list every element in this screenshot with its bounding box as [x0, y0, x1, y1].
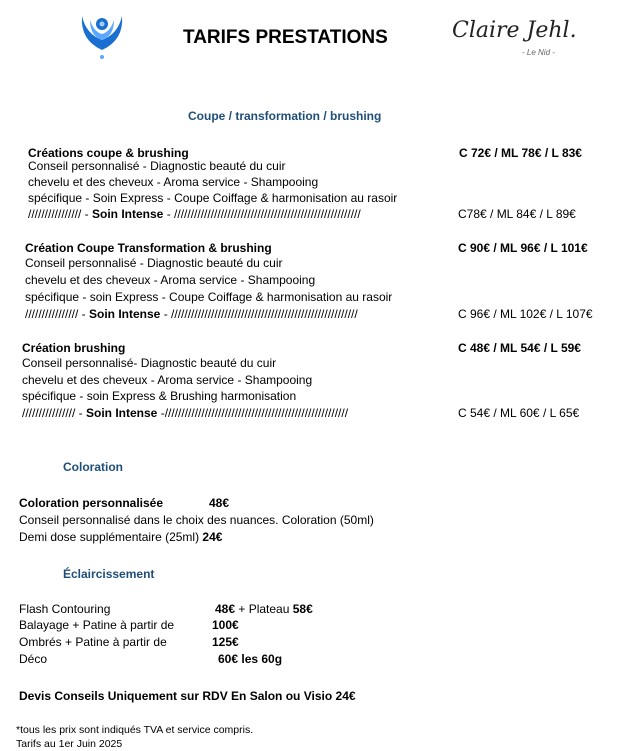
item-desc-line: chevelu et des cheveux - Aroma service - Shampooing — [22, 373, 313, 387]
soin-intense-suffix: - //////////////////////////////////////////////////////// — [163, 207, 361, 221]
item-price-coloration: 48€ — [209, 496, 230, 510]
item-price-creation-coupe-transformation: C 90€ / ML 96€ / L 101€ — [458, 241, 588, 255]
plateau-price: 58€ — [292, 602, 313, 616]
item-desc-line: chevelu et des cheveux - Aroma service - Shampooing — [25, 273, 316, 287]
devis-price: 24€ — [335, 689, 356, 703]
demi-dose-price: 24€ — [202, 530, 223, 544]
deco-price: 60€ les 60g — [218, 652, 283, 666]
demi-dose-line — [19, 530, 222, 544]
soin-intense-prefix: //////////////// - — [25, 307, 90, 321]
balayage-price: 100€ — [212, 618, 239, 632]
flash-price-line — [215, 602, 313, 616]
devis-label: Devis Conseils Uniquement sur RDV En Salon ou Visio — [19, 689, 336, 703]
soin-intense-label: Soin Intense — [86, 406, 158, 420]
item-price-creations-coupe: C 72€ / ML 78€ / L 83€ — [459, 146, 582, 160]
item-desc-line: chevelu et des cheveux - Aroma service - Shampooing — [28, 175, 319, 189]
soin-intense-suffix: -/////////////////////////////////////////////////////// — [157, 406, 349, 420]
soin-intense-line — [28, 207, 361, 221]
footer-date: Tarifs au 1er Juin 2025 — [16, 738, 123, 750]
footer-note: *tous les prix sont indiqués TVA et service compris. — [16, 724, 254, 736]
brand-subtitle: - Le Nid - — [522, 48, 555, 57]
item-desc-line: Conseil personnalisé - Diagnostic beauté du cuir — [28, 159, 286, 173]
ombres-price: 125€ — [212, 635, 239, 649]
item-name-creations-coupe: Créations coupe & brushing — [28, 146, 189, 160]
soin-intense-line — [25, 307, 358, 321]
soin-intense-suffix: - //////////////////////////////////////////////////////// — [160, 307, 358, 321]
demi-dose-label: Demi dose supplémentaire (25ml) — [19, 530, 203, 544]
item-name-creation-coupe-transformation: Création Coupe Transformation & brushing — [25, 241, 272, 255]
section-heading-coupe: Coupe / transformation / brushing — [188, 109, 382, 123]
plateau-label: + Plateau — [235, 602, 293, 616]
soin-intense-prefix: //////////////// - — [28, 207, 93, 221]
coloration-desc: Conseil personnalisé dans le choix des nuances. Coloration (50ml) — [19, 513, 374, 527]
section-heading-coloration: Coloration — [63, 460, 123, 474]
logo-icon — [76, 10, 128, 60]
item-name-creation-brushing: Création brushing — [22, 341, 126, 355]
page-title: TARIFS PRESTATIONS — [183, 27, 388, 48]
soin-intense-label: Soin Intense — [92, 207, 164, 221]
eclaircissement-label-deco: Déco — [19, 652, 48, 666]
soin-intense-prefix: //////////////// - — [22, 406, 87, 420]
item-desc-line: Conseil personnalisé - Diagnostic beauté du cuir — [25, 256, 283, 270]
item-desc-line: spécifique - soin Express - Coupe Coiffage & harmonisation au rasoir — [25, 290, 393, 304]
eclaircissement-label-flash: Flash Contouring — [19, 602, 111, 616]
item-desc-line: Conseil personnalisé- Diagnostic beauté du cuir — [22, 356, 277, 370]
item-desc-line: spécifique - Soin Express - Coupe Coiffage & harmonisation au rasoir — [28, 191, 398, 205]
flash-price: 48€ — [215, 602, 236, 616]
devis-line — [19, 689, 356, 703]
item-name-coloration: Coloration personnalisée — [19, 496, 164, 510]
item-desc-line: spécifique - soin Express & Brushing harmonisation — [22, 389, 297, 403]
section-heading-eclaircissement: Éclaircissement — [63, 567, 155, 581]
brand-signature: Claire Jehl. — [452, 18, 577, 43]
item-price-creation-brushing: C 48€ / ML 54€ / L 59€ — [458, 341, 581, 355]
eclaircissement-label-ombres: Ombrés + Patine à partir de — [19, 635, 167, 649]
eclaircissement-label-balayage: Balayage + Patine à partir de — [19, 618, 175, 632]
soin-intense-line — [22, 406, 348, 420]
soin-intense-price: C 54€ / ML 60€ / L 65€ — [458, 406, 580, 420]
soin-intense-price: C 96€ / ML 102€ / L 107€ — [458, 307, 593, 321]
soin-intense-price: C78€ / ML 84€ / L 89€ — [458, 207, 576, 221]
soin-intense-label: Soin Intense — [89, 307, 161, 321]
